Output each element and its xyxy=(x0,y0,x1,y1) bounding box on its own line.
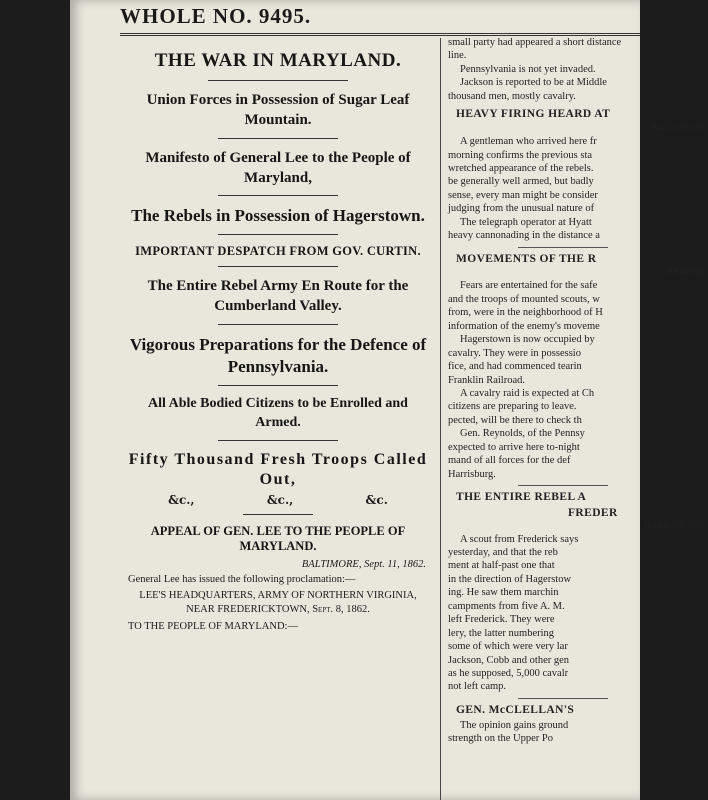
divider xyxy=(218,195,338,196)
headline-hagerstown: The Rebels in Possession of Hagerstown. xyxy=(131,206,425,225)
text-line: fice, and had commenced tearin xyxy=(448,361,582,373)
text-line: Hagerstown is now occupied by xyxy=(460,334,595,346)
text-line: judging from the unusual nature of xyxy=(448,203,595,215)
text-line: from, were in the neighborhood of H xyxy=(448,307,603,319)
dateline: BALTIMORE xyxy=(652,123,704,134)
headline-cumberland: The Entire Rebel Army En Route for the Cumberland Valley. xyxy=(147,278,409,315)
etc-line xyxy=(132,493,424,507)
subhead-heavy-firing: HEAVY FIRING HEARD AT xyxy=(456,108,611,121)
text-line: A gentleman who arrived here fr xyxy=(460,136,597,148)
headline-sugar-leaf: Union Forces in Possession of Sugar Leaf Mountain. xyxy=(146,92,410,129)
headquarters-date: NEAR FREDERICKTOWN, Sept. 8, 1862. xyxy=(186,603,370,615)
divider xyxy=(518,698,608,699)
text-line: Franklin Railroad. xyxy=(448,374,525,386)
text-line: Harrisburg. xyxy=(448,468,496,480)
text-line: Jackson is reported to be at Middle xyxy=(460,77,607,89)
right-column xyxy=(448,36,708,745)
subhead-movements: MOVEMENTS OF THE R xyxy=(456,252,597,265)
headline-pennsylvania: Vigorous Preparations for the Defence of Pennsylvania. xyxy=(129,334,427,376)
text-line: The opinion gains ground xyxy=(460,719,569,731)
text-line: campments from five A. M. xyxy=(448,600,565,612)
text-line: A cavalry raid is expected at Ch xyxy=(460,387,595,399)
divider xyxy=(218,440,338,441)
text-line: cavalry. They were in possessio xyxy=(448,347,581,359)
divider xyxy=(218,324,338,325)
divider xyxy=(218,234,338,235)
etc-mark: &c. xyxy=(365,492,388,507)
divider xyxy=(518,485,608,486)
divider xyxy=(218,138,338,139)
headline-fresh-troops: Fifty Thousand Fresh Troops Called Out, xyxy=(128,450,428,488)
text-line: expected to arrive here to-night xyxy=(448,441,580,453)
etc-mark: &c., xyxy=(168,492,195,507)
headquarters-line: LEE'S HEADQUARTERS, ARMY OF NORTHERN VIRGINIA, xyxy=(139,590,417,602)
paragraph-heavy-firing xyxy=(448,135,708,243)
text-line: sense, every man might be consider xyxy=(448,189,598,201)
divider xyxy=(218,385,338,386)
headline-citizens: All Able Bodied Citizens to be Enrolled and Armed. xyxy=(148,395,408,430)
text-line: left Frederick. They were xyxy=(448,614,555,626)
text-line: pected, will be there to check th xyxy=(448,414,582,426)
text-line: Pennsylvania is not yet invaded. xyxy=(460,63,596,75)
divider xyxy=(243,514,313,515)
subhead-frederick: FREDER xyxy=(568,506,618,519)
text-line: thousand men, mostly cavalry. xyxy=(448,90,576,102)
text-line: information of the enemy's moveme xyxy=(448,320,600,332)
text-line: citizens are preparing to leave. xyxy=(448,401,577,413)
text-line: ing. He saw them marchin xyxy=(448,587,559,599)
text-line: not left camp. xyxy=(448,681,507,693)
headline-curtin: IMPORTANT DESPATCH FROM GOV. CURTIN. xyxy=(135,244,421,259)
text-line: lery, the latter numbering xyxy=(448,627,555,639)
text-line: small party had appeared a short distance xyxy=(448,37,622,48)
salutation: TO THE PEOPLE OF MARYLAND:— xyxy=(128,621,298,633)
newspaper-page xyxy=(70,0,704,800)
text-line: heavy cannonading in the distance a xyxy=(448,230,600,242)
text-line: The telegraph operator at Hyatt xyxy=(460,216,592,228)
text-line: wretched appearance of the rebels. xyxy=(448,162,594,174)
text-line: be generally well armed, but badly xyxy=(448,176,594,188)
text-line: ment at half-past one that xyxy=(448,560,555,572)
column-divider xyxy=(440,38,441,800)
text-line: line. xyxy=(448,50,467,62)
divider xyxy=(518,247,608,248)
proclamation-intro: General Lee has issued the following proclamation:— xyxy=(128,574,356,586)
dateline: BALTIMORE, Sept. 11, 1862. xyxy=(301,558,426,570)
text-line: strength on the Upper Po xyxy=(448,733,553,744)
text-line: and the troops of mounted scouts, w xyxy=(448,293,600,305)
dateline: HARRISB xyxy=(666,268,704,279)
divider xyxy=(208,80,348,81)
text-line: some of which were very lar xyxy=(448,641,568,653)
text-line: Fears are entertained for the safe xyxy=(460,280,598,292)
paragraph-entire-rebel xyxy=(448,533,708,694)
etc-mark: &c., xyxy=(266,492,294,507)
headline-appeal: APPEAL OF GEN. LEE TO THE PEOPLE OF MARYLAND. xyxy=(150,523,406,554)
text-line: as he supposed, 5,000 cavalr xyxy=(448,667,569,679)
headline-title: THE WAR IN MARYLAND. xyxy=(154,50,402,71)
text-line: in the direction of Hagerstow xyxy=(448,573,572,585)
left-column xyxy=(122,44,434,636)
paragraph-movements xyxy=(448,279,708,481)
text-line: A scout from Frederick says xyxy=(460,533,579,545)
text-line: morning confirms the previous sta xyxy=(448,149,593,161)
text-line: yesterday, and that the reb xyxy=(448,547,558,559)
text-line: Jackson, Cobb and other gen xyxy=(448,654,570,666)
paragraph-mcclellan xyxy=(448,719,708,746)
divider xyxy=(218,266,338,267)
dateline: HARRISBURG, xyxy=(644,521,704,532)
headline-manifesto: Manifesto of General Lee to the People of Maryland, xyxy=(145,149,411,186)
subhead-mcclellan: GEN. McCLELLAN'S xyxy=(456,703,575,716)
masthead: WHOLE NO. 9495. xyxy=(120,4,312,28)
subhead-entire-rebel: THE ENTIRE REBEL A xyxy=(456,491,587,503)
text-line: Gen. Reynolds, of the Pennsy xyxy=(460,428,585,440)
text-line: mand of all forces for the def xyxy=(448,455,571,467)
